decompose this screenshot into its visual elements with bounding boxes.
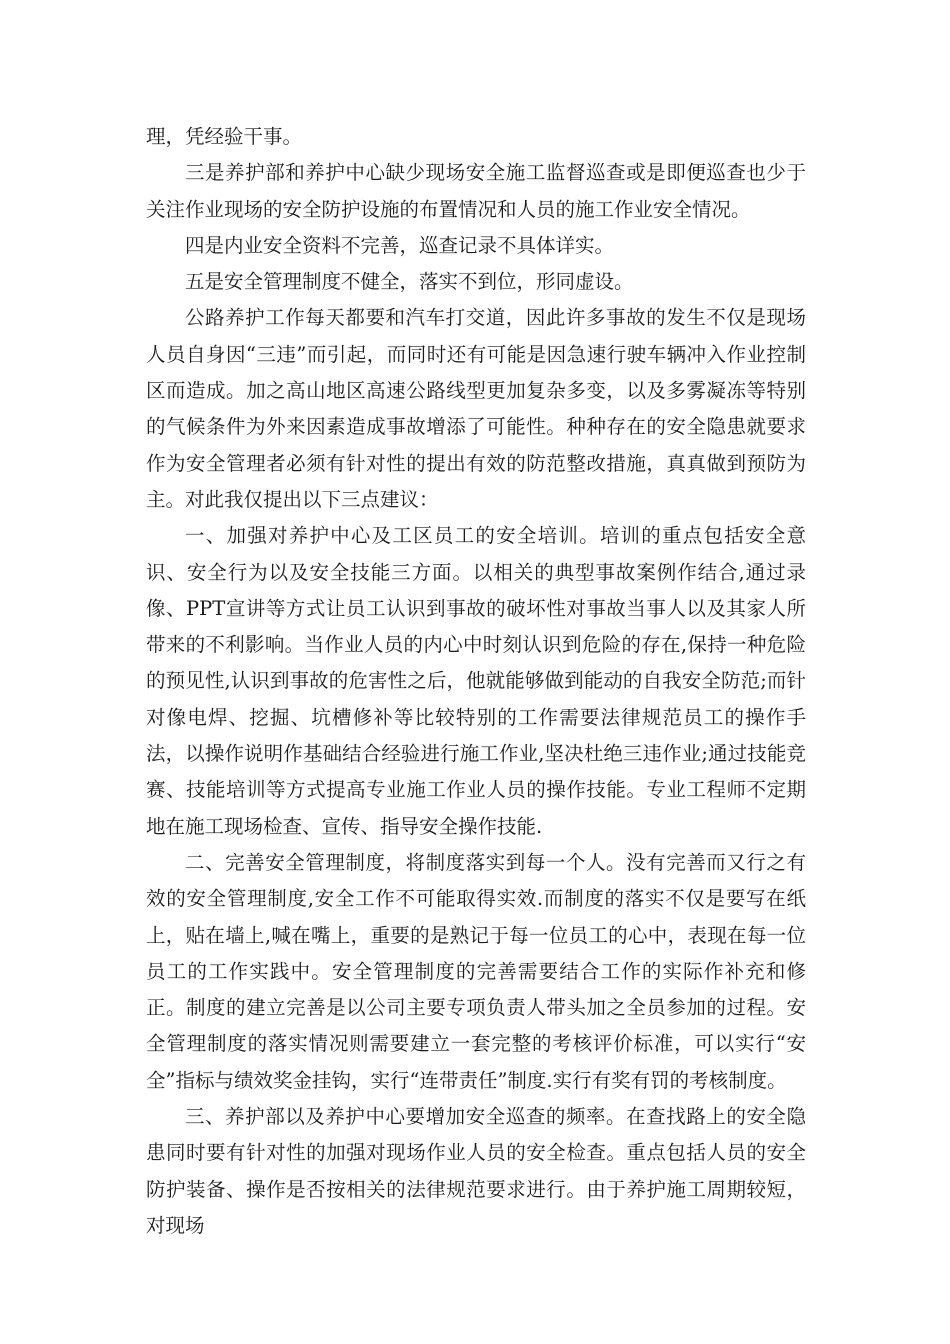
paragraph: 四是内业安全资料不完善，巡查记录不具体详实。 — [185, 233, 615, 257]
paragraph: 三是养护部和养护中心缺少现场安全施工监督巡查或是即便巡查也少于关注作业现场的安全防护设施的布置情况和人员的施工作业安全情况。 — [146, 161, 806, 221]
paragraph: 五是安全管理制度不健全，落实不到位，形同虚设。 — [185, 270, 634, 294]
paragraph: 二、完善安全管理制度，将制度落实到每一个人。没有完善而又行之有效的安全管理制度,安全工作不可能取得实效.而制度的落实不仅是要写在纸上，贴在墙上,喊在嘴上，重要的是熟记于每一位员工的心中，表现在每一位员工的工作实践中。安全管理制度的完善需要结合工作的实际作补充和修正。制度的建立完善是以公司主要专项负责人带头加之全员参加的过程。安全管理制度的落实情况则需要建立一套完整的考核评价标准，可以实行“安全”指标与绩效奖金挂钩，实行“连带责任”制度.实行有奖有罚的考核制度。 — [146, 850, 806, 1092]
document-body — [146, 119, 806, 1244]
paragraph: 一、加强对养护中心及工区员工的安全培训。培训的重点包括安全意识、安全行为以及安全技能三方面。以相关的典型事故案例作结合,通过录像、PPT宣讲等方式让员工认识到事故的破坏性对事故当事人以及其家人所带来的不利影响。当作业人员的内心中时刻认识到危险的存在,保持一种危险的预见性,认识到事故的危害性之后，他就能够做到能动的自我安全防范;而针对像电焊、挖掘、坑槽修补等比较特别的工作需要法律规范员工的操作手法，以操作说明作基础结合经验进行施工作业,坚决杜绝三违作业;通过技能竞赛、技能培训等方式提高专业施工作业人员的操作技能。专业工程师不定期地在施工现场检查、宣传、指导安全操作技能. — [146, 524, 806, 838]
paragraph: 理，凭经验干事。 — [146, 125, 303, 148]
paragraph: 公路养护工作每天都要和汽车打交道，因此许多事故的发生不仅是现场人员自身因“三违”而引起，而同时还有可能是因急速行驶车辆冲入作业控制区而造成。加之高山地区高速公路线型更加复杂多变，以及多雾凝冻等特别的气候条件为外来因素造成事故增添了可能性。种种存在的安全隐患就要求作为安全管理者必须有针对性的提出有效的防范整改措施，真真做到预防为主。对此我仅提出以下三点建议： — [146, 306, 806, 511]
paragraph: 三、养护部以及养护中心要增加安全巡查的频率。在查找路上的安全隐患同时要有针对性的加强对现场作业人员的安全检查。重点包括人员的安全防护装备、操作是否按相关的法律规范要求进行。由于养护施工周期较短，对现场 — [146, 1105, 806, 1237]
